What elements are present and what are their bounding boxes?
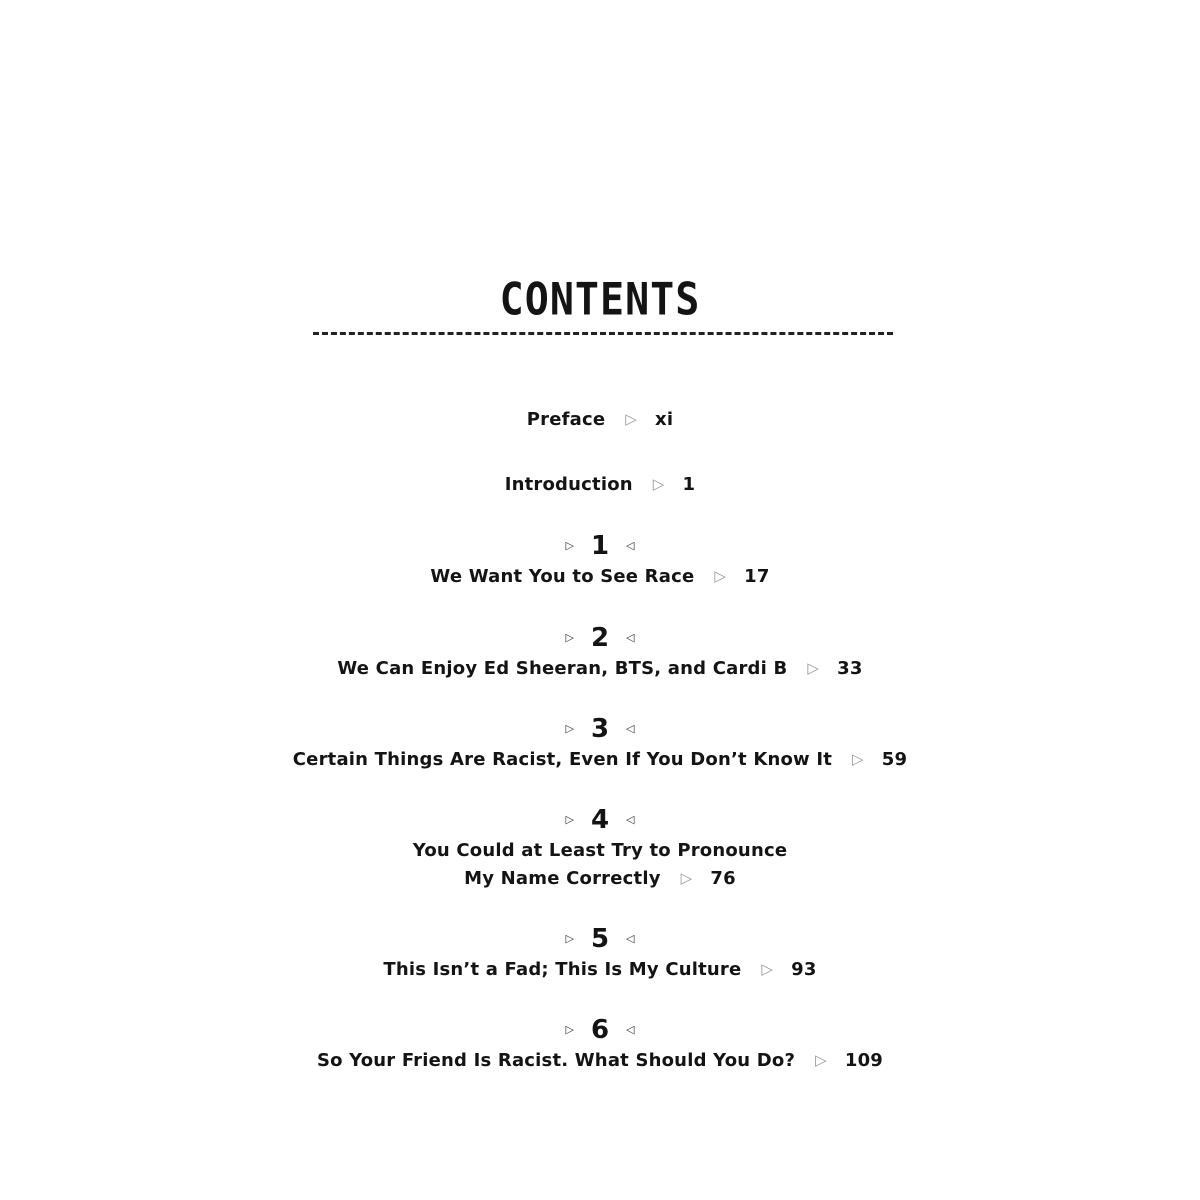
dashed-divider xyxy=(313,332,893,335)
entry-title: Preface xyxy=(526,409,606,430)
entry-title: My Name Correctly xyxy=(464,868,661,889)
diamond-arrow-right-icon: ▷ xyxy=(565,1022,574,1036)
chapter-number-2: ▷ 2 ◁ xyxy=(565,622,635,653)
chapter-number-6: ▷ 6 ◁ xyxy=(565,1014,635,1045)
chapter-number-1: ▷ 1 ◁ xyxy=(565,530,635,561)
chapter-number-4: ▷ 4 ◁ xyxy=(565,804,635,835)
triangle-right-icon: ▷ xyxy=(807,659,820,677)
toc-entry-chapter-2[interactable] xyxy=(0,655,1200,683)
entry-title: This Isn’t a Fad; This Is My Culture xyxy=(383,959,742,980)
entry-title: You Could at Least Try to Pronounce xyxy=(412,840,788,861)
diamond-arrow-left-icon: ◁ xyxy=(626,1022,635,1036)
entry-page-number: 17 xyxy=(744,566,770,587)
diamond-arrow-left-icon: ◁ xyxy=(626,721,635,735)
entry-page-number: 76 xyxy=(710,868,736,889)
toc-entry-chapter-4-line-1[interactable] xyxy=(0,837,1200,865)
entry-title: We Want You to See Race xyxy=(430,566,695,587)
diamond-arrow-left-icon: ◁ xyxy=(626,630,635,644)
entry-title: Certain Things Are Racist, Even If You Don’t Know It xyxy=(292,749,833,770)
toc-entry-chapter-3[interactable] xyxy=(0,746,1200,774)
chapter-number-3: ▷ 3 ◁ xyxy=(565,713,635,744)
triangle-right-icon: ▷ xyxy=(680,869,693,887)
entry-page-number: 1 xyxy=(682,474,696,495)
triangle-right-icon: ▷ xyxy=(761,960,774,978)
entry-title: So Your Friend Is Racist. What Should You Do? xyxy=(316,1050,796,1071)
toc-entry-chapter-4-line-2[interactable] xyxy=(0,865,1200,893)
entry-page-number: 93 xyxy=(791,959,817,980)
triangle-right-icon: ▷ xyxy=(714,567,727,585)
diamond-arrow-left-icon: ◁ xyxy=(626,538,635,552)
toc-entry-chapter-5[interactable] xyxy=(0,956,1200,984)
entry-page-number: xi xyxy=(655,409,674,430)
chapter-number-5: ▷ 5 ◁ xyxy=(565,923,635,954)
toc-heading: CONTENTS xyxy=(499,274,701,326)
toc-entry-chapter-6[interactable] xyxy=(0,1047,1200,1075)
entry-page-number: 59 xyxy=(881,749,908,770)
triangle-right-icon: ▷ xyxy=(852,750,864,768)
diamond-arrow-left-icon: ◁ xyxy=(626,931,635,945)
entry-page-number: 109 xyxy=(844,1050,884,1071)
triangle-right-icon: ▷ xyxy=(625,410,638,428)
diamond-arrow-right-icon: ▷ xyxy=(565,538,574,552)
toc-entry-preface[interactable] xyxy=(0,406,1200,434)
diamond-arrow-right-icon: ▷ xyxy=(565,812,574,826)
entry-title: Introduction xyxy=(504,474,633,495)
entry-page-number: 33 xyxy=(837,658,863,679)
diamond-arrow-right-icon: ▷ xyxy=(565,630,574,644)
diamond-arrow-right-icon: ▷ xyxy=(565,931,574,945)
toc-entry-chapter-1[interactable] xyxy=(0,563,1200,591)
triangle-right-icon: ▷ xyxy=(652,475,665,493)
toc-entry-introduction[interactable] xyxy=(0,471,1200,499)
triangle-right-icon: ▷ xyxy=(815,1051,827,1069)
entry-title: We Can Enjoy Ed Sheeran, BTS, and Cardi B xyxy=(337,658,788,679)
diamond-arrow-right-icon: ▷ xyxy=(565,721,574,735)
diamond-arrow-left-icon: ◁ xyxy=(626,812,635,826)
